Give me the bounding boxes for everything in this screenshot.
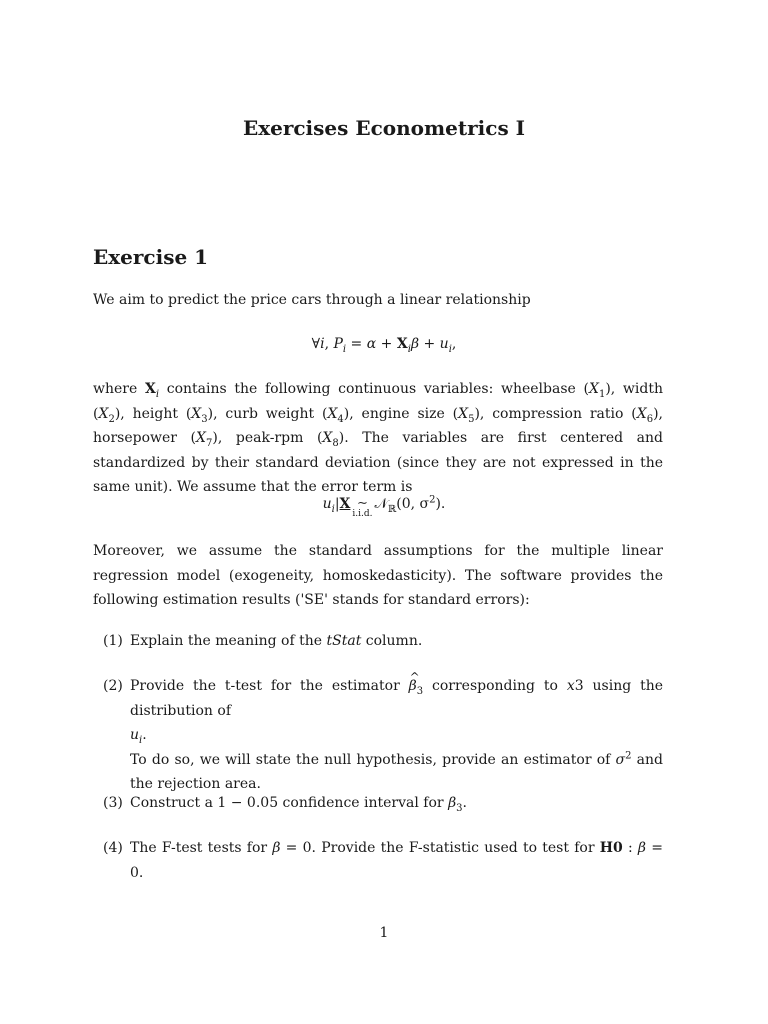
q2-text-b: corresponding to (423, 678, 567, 694)
q3-text-b: . (462, 795, 467, 811)
reals-subscript: ℝ (387, 503, 397, 515)
text-a: contains the following continuous variables: wheelbase ( (159, 381, 589, 397)
error-var-2: u (322, 496, 332, 512)
page-number: 1 (379, 925, 389, 941)
design-matrix: X (396, 336, 408, 352)
price-subscript: i (342, 343, 347, 355)
normal-symbol: 𝒩 (374, 496, 388, 512)
q1-text-b: column. (361, 633, 423, 649)
question-text (130, 674, 663, 797)
error-distribution-equation (0, 496, 768, 519)
var-x7: X (196, 430, 206, 446)
beta-subscript: 3 (416, 685, 424, 697)
q4-text-c: : (622, 840, 638, 856)
question-number: (2) (103, 678, 123, 694)
var-x8: X (322, 430, 333, 446)
var-x1: X (588, 381, 599, 397)
question-number: (4) (103, 840, 123, 856)
q4-text-a: The F-test tests for (130, 840, 273, 856)
text-i: ). The variables are first centered and standardized by their standard deviation (since they are not expressed in the same unit). We assume that the error term is (93, 430, 664, 495)
question-text (130, 629, 663, 654)
question-text (130, 791, 663, 816)
design-matrix-inline: X (144, 381, 156, 397)
sub-4: 4 (337, 413, 344, 425)
q4-text-b: = 0. Provide the F-statistic used to test for (280, 840, 600, 856)
beta-subscript-3: 3 (456, 802, 463, 814)
plus-sign: + (376, 336, 397, 352)
error-subscript-2: i (331, 503, 335, 515)
sub-5: 5 (468, 413, 475, 425)
q2-text-d: . (142, 727, 147, 743)
error-subscript-3: i (139, 734, 143, 746)
text-d: ), curb weight ( (207, 405, 328, 422)
var-x6: X (636, 405, 647, 422)
error-var: u (439, 336, 449, 352)
text-e: ), engine size ( (343, 405, 459, 422)
error-var-3: u (130, 727, 140, 743)
sub-1: 1 (598, 388, 606, 400)
sigma-exponent: 2 (625, 749, 632, 761)
q2-text-c: using the distribution of (130, 678, 663, 719)
tstat-label: tStat (326, 633, 362, 649)
text-h: ), peak-rpm ( (212, 430, 323, 446)
q4-text-d: = 0. (130, 840, 663, 881)
forall-symbol: ∀ (311, 336, 321, 352)
text-c: ), height ( (114, 405, 192, 422)
plus-sign-2: + (419, 336, 440, 352)
assumptions-paragraph: Moreover, we assume the standard assumptions for the multiple linear regression model (exogeneity, homoskedasticity). The software provides the following estimation results ('SE' stands for standard errors): (93, 543, 663, 608)
design-matrix-2: X (339, 496, 351, 512)
var-x2: X (98, 405, 109, 422)
intro-paragraph: We aim to predict the price cars through a linear relationship (93, 292, 531, 308)
sub-3: 3 (201, 413, 208, 425)
text-b: ), width ( (93, 381, 663, 422)
sub-6: 6 (646, 413, 654, 425)
variance-exponent: 2 (429, 494, 436, 506)
equals-sign: = (346, 336, 367, 352)
q2-text-f: and the rejection area. (130, 751, 663, 792)
sub-7: 7 (205, 437, 213, 449)
q2-text-a: Provide the t-test for the estimator (130, 678, 409, 694)
iid-tilde (352, 496, 373, 519)
null-hypothesis: H0 (599, 840, 623, 856)
text-where: where (93, 381, 145, 397)
equation-comma: , (451, 336, 457, 352)
sub-2: 2 (108, 413, 115, 425)
sigma-symbol: σ (615, 751, 626, 768)
design-subscript: i (407, 343, 411, 355)
q3-text-a: Construct a 1 − 0.05 confidence interval for (130, 795, 449, 811)
question-number: (3) (103, 795, 123, 811)
beta-symbol-4: β (272, 840, 281, 856)
tilde-symbol: ∼ (357, 496, 368, 511)
variables-paragraph (93, 377, 663, 500)
sub-8: 8 (332, 437, 339, 449)
error-subscript: i (448, 343, 452, 355)
beta-symbol-3: β (448, 795, 457, 811)
var-x5: X (458, 405, 469, 422)
text-g: ), horsepower ( (93, 405, 663, 446)
text-f: ), compression ratio ( (474, 405, 637, 422)
conditional-bar: | (334, 496, 340, 512)
inline-subscript: i (155, 388, 160, 400)
var-x3: X (191, 405, 202, 422)
equation-end: ). (435, 496, 446, 512)
alpha-symbol: α (366, 336, 377, 352)
price-var: P (333, 336, 343, 352)
regression-equation: ∀i, $P_i = \alpha + X_i\beta + u_i$, (311, 336, 457, 355)
q1-text-a: Explain the meaning of the (130, 633, 327, 649)
question-number: (1) (103, 633, 123, 649)
x3-var: x (566, 678, 575, 694)
beta-symbol: β (410, 336, 420, 352)
section-heading: Exercise 1 (93, 245, 209, 269)
iid-label: i.i.d. (352, 509, 373, 519)
x3-digit: 3 (574, 678, 584, 694)
document-title: Exercises Econometrics I (242, 116, 526, 140)
q2-text-e: To do so, we will state the null hypothesis, provide an estimator of (130, 751, 616, 768)
normal-args: (0, σ (396, 496, 430, 512)
beta-symbol-5: β (637, 840, 647, 856)
index-var: i (320, 336, 325, 352)
beta-hat: ^ β (409, 674, 417, 699)
var-x4: X (327, 405, 338, 422)
question-text (130, 836, 663, 885)
